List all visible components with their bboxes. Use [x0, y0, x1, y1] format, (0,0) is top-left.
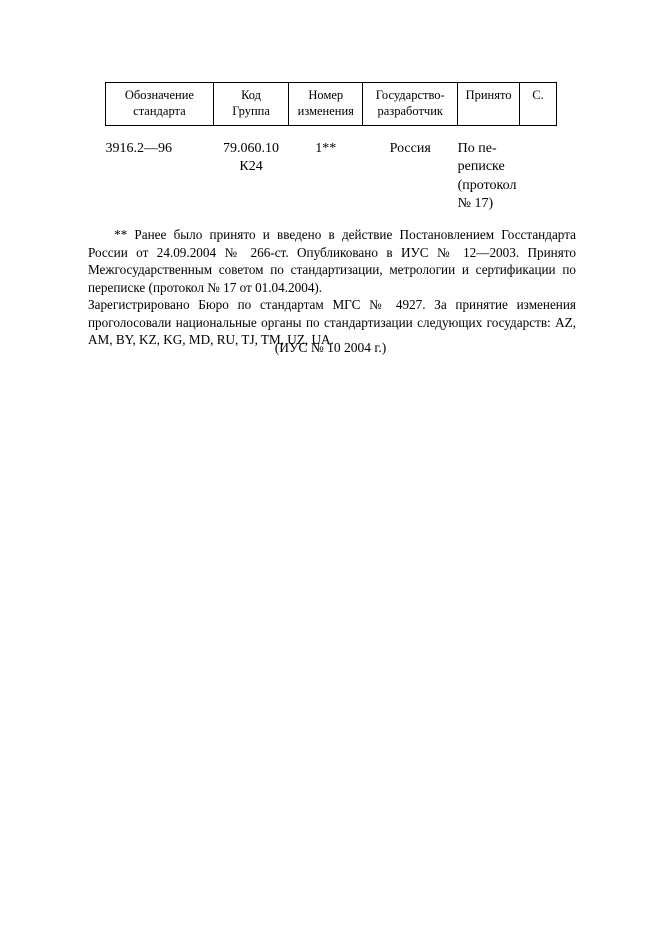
cell-code-line2: К24	[239, 159, 263, 175]
column-header-code	[213, 83, 288, 126]
column-header-page-line1: С.	[532, 88, 544, 102]
column-header-change-number-line2: изменения	[297, 103, 354, 118]
cell-designation: 3916.2—96	[105, 141, 172, 157]
column-header-code-line2: Группа	[232, 103, 270, 118]
cell-code	[213, 126, 288, 213]
column-header-change-number-line1: Номер	[308, 88, 344, 102]
cell-accepted-line3: (протокол	[457, 177, 517, 193]
column-header-designation	[106, 83, 214, 126]
column-header-developer-line2: разработчик	[377, 103, 443, 118]
column-header-accepted-line1: Принято	[465, 88, 512, 102]
footnotes	[88, 226, 576, 349]
cell-page	[519, 126, 556, 213]
table-body	[106, 126, 557, 213]
column-header-accepted	[458, 83, 520, 126]
table-header	[106, 83, 557, 126]
table-row	[106, 126, 557, 213]
cell-accepted-line4: № 17)	[457, 195, 494, 211]
cell-developer: Россия	[389, 141, 431, 157]
table-header-row	[106, 83, 557, 126]
column-header-designation-line2: стандарта	[133, 103, 186, 118]
column-header-developer	[363, 83, 458, 126]
column-header-page	[519, 83, 556, 126]
footnote-paragraph-2: Зарегистрировано Бюро по стандартам МГС № 4927. За принятие изменения проголосовали национальные органы по стандартизации следующих государств: AZ, AM, BY, KZ, KG, MD, RU, TJ, TM, UZ, UA.	[88, 297, 576, 348]
ius-reference: (ИУС № 10 2004 г.)	[274, 340, 387, 355]
standards-table	[105, 82, 557, 213]
cell-accepted	[458, 126, 520, 213]
column-header-code-line1: Код	[241, 88, 262, 102]
cell-accepted-line1: По пе-	[457, 141, 497, 157]
cell-code-line1: 79.060.10	[223, 141, 280, 157]
column-header-developer-line1: Государство-	[375, 88, 445, 102]
cell-accepted-line2: реписке	[457, 159, 505, 175]
column-header-change-number	[289, 83, 363, 126]
cell-change-number: 1**	[315, 141, 337, 157]
footnote-paragraph-1: ** Ранее было принято и введено в действие Постановлением Госстандарта России от 24.09.2004 № 266-ст. Опубликовано в ИУС № 12—2003. Принято Межгосударственным советом по стандартизации, метрологии и сертификации по переписке (протокол № 17 от 01.04.2004).	[88, 227, 576, 295]
column-header-designation-line1: Обозначение	[124, 88, 194, 102]
